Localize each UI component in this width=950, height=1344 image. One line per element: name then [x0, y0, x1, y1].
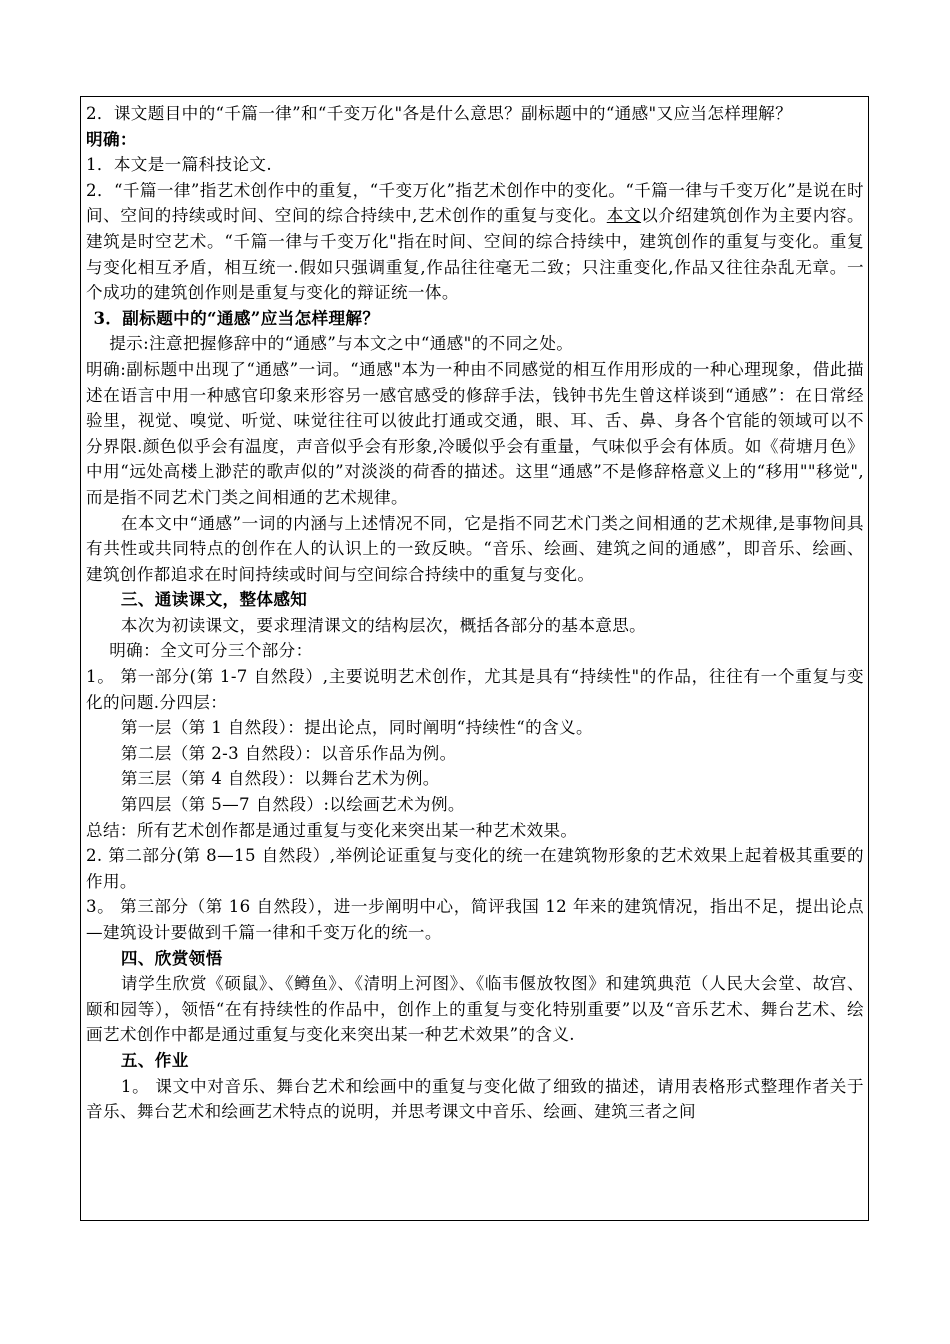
table-cell-frame	[80, 96, 869, 1221]
answer-1: 1．本文是一篇科技论文.	[86, 155, 272, 175]
summary: 总结：所有艺术创作都是通过重复与变化来突出某一种艺术效果。	[86, 820, 578, 840]
layer-2: 第二层（第 2-3 自然段）：以音乐作品为例。	[120, 743, 457, 763]
layer-1: 第一层（第 1 自然段）：提出论点，同时阐明“持续性“的含义。	[120, 718, 593, 738]
answer-2	[86, 178, 864, 306]
section-5-heading: 五、作业	[120, 1049, 189, 1070]
question-3-paragraph-2: 在本文中“通感”一词的内涵与上述情况不同，它是指不同艺术门类之间相通的艺术规律,是事物间具有共性或共同特点的创作在人的认识上的一致反映。“音乐、绘画、建筑之间的通感”，即音乐、绘画、建筑创作都追求在时间持续或时间与空间综合持续中的重复与变化。	[86, 513, 864, 584]
layer-3: 第三层（第 4 自然段）：以舞台艺术为例。	[120, 769, 440, 789]
part-1: 1。 第一部分(第 1-7 自然段）,主要说明艺术创作，尤其是具有“持续性"的作品，往往有一个重复与变化的问题.分四层：	[86, 667, 864, 712]
section-4-heading: 四、欣赏领悟	[120, 947, 223, 968]
lesson-plan-content	[81, 97, 868, 1125]
answer-2-text-a: 2．“千篇一律”指艺术创作中的重复，“千变万化”指艺术创作中的变化。“千篇一律与千变万化”是说在时间、空间的持续或时间、空间的综合持续中,艺术创作的重复与变化。	[86, 180, 864, 226]
section-3-heading: 三、通读课文，整体感知	[120, 589, 308, 610]
hint-text: 提示:注意把握修辞中的“通感”与本文之中“通感"的不同之处。	[109, 334, 574, 354]
part-3: 3。 第三部分（第 16 自然段），进一步阐明中心，简评我国 12 年来的建筑情况，指出不足，提出论点—建筑设计要做到千篇一律和千变万化的统一。	[86, 897, 864, 942]
answer-2-underlined: 本文	[606, 206, 642, 226]
answer-2-text-b: 以介绍建筑创作为主要内容。建筑是时空艺术。“千篇一律与千变万化"指在时间、空间的综合持续中，建筑创作的重复与变化。重复与变化相互矛盾，相互统一.假如只强调重复,作品往往毫无二致；只注重变化,作品又往往杂乱无章。一个成功的建筑创作则是重复与变化的辩证统一体。	[86, 206, 864, 303]
question-2: 2．课文题目中的“千篇一律”和“千变万化"各是什么意思？副标题中的“通感"又应当怎样理解？	[86, 104, 793, 123]
section-4-text: 请学生欣赏《硕鼠》、《鳟鱼》、《清明上河图》、《临韦偃放牧图》和建筑典范（人民大会堂、故宫、颐和园等），领悟“在有持续性的作品中，创作上的重复与变化特别重要”以及“音乐艺术、舞台艺术、绘画艺术创作中都是通过重复与变化来突出某一种艺术效果”的含义.	[86, 974, 864, 1045]
part-2: 2. 第二部分(第 8—15 自然段）,举例论证重复与变化的统一在建筑物形象的艺术效果上起着极其重要的作用。	[86, 846, 864, 891]
section-3-answer: 明确：全文可分三个部分：	[109, 641, 313, 661]
layer-4: 第四层（第 5—7 自然段）:以绘画艺术为例。	[120, 795, 465, 815]
section-3-intro: 本次为初读课文，要求理清课文的结构层次，概括各部分的基本意思。	[120, 615, 647, 635]
section-5-item-1: 1。 课文中对音乐、舞台艺术和绘画中的重复与变化做了细致的描述，请用表格形式整理作者关于音乐、舞台艺术和绘画艺术特点的说明，并思考课文中音乐、绘画、建筑三者之间	[86, 1076, 864, 1122]
answer-label: 明确：	[86, 128, 137, 149]
question-3-answer: 明确:副标题中出现了“通感”一词。“通感"本为一种由不同感觉的相互作用形成的一种心理现象，借此描述在语言中用一种感官印象来形容另一感官感受的修辞手法，钱钟书先生曾这样谈到“通感”：在日常经验里，视觉、嗅觉、听觉、味觉往往可以彼此打通或交通，眼、耳、舌、鼻、身各个官能的领域可以不分界限.颜色似乎会有温度，声音似乎会有形象,冷暖似乎会有重量，气味似乎会有体质。如《荷塘月色》中用“远处高楼上渺茫的歌声似的”对淡淡的荷香的描述。这里“通感”不是修辞格意义上的“移用""移觉",而是指不同艺术门类之间相通的艺术规律。	[86, 359, 864, 507]
question-3-heading: 3．副标题中的“通感”应当怎样理解？	[93, 307, 380, 328]
